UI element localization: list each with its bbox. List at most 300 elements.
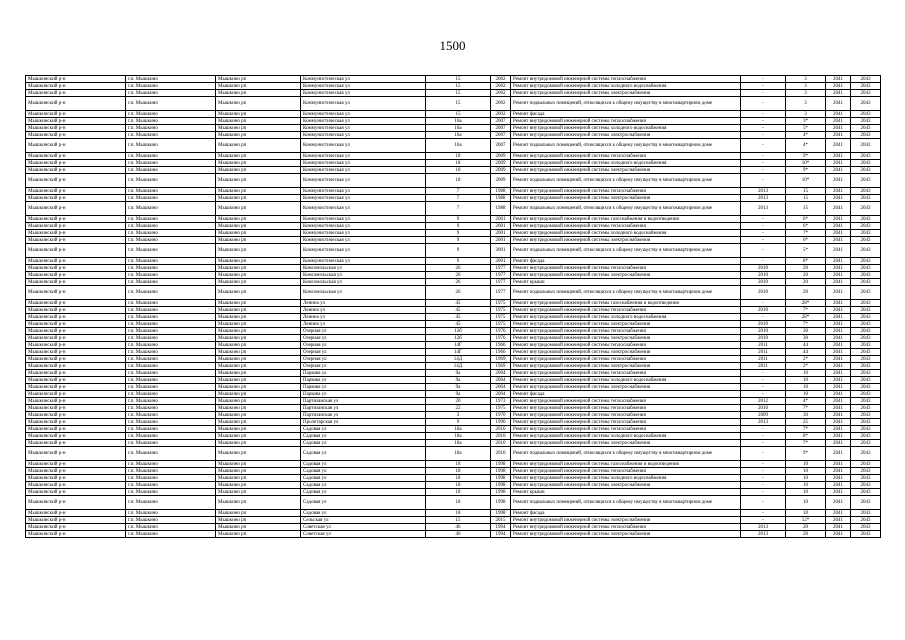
cell-street: Садовая ул — [301, 426, 426, 433]
cell-locality: Мышкино рп — [216, 118, 301, 125]
cell-street: Коммунистическая ул — [301, 118, 426, 125]
table-row — [26, 314, 881, 321]
cell-work-type: Ремонт внутридомовой инженерной системы электроснабжения — [511, 195, 741, 202]
cell-plan-end-year: 2043 — [851, 321, 881, 328]
cell-work-type: Ремонт внутридомовой инженерной системы электроснабжения — [511, 272, 741, 279]
cell-street: Коммунистическая ул — [301, 216, 426, 223]
cell-plan-end-year: 2043 — [851, 83, 881, 90]
cell-wear-percent: 10 — [786, 482, 826, 489]
cell-work-type: Ремонт внутридомовой инженерной системы теплоснабжения — [511, 118, 741, 125]
table-row — [26, 349, 881, 356]
cell-wear-percent: 20 — [786, 531, 826, 538]
table-row — [26, 335, 881, 342]
cell-build-year: 2004 — [491, 384, 511, 391]
cell-settlement: г.п. Мышкино — [126, 384, 216, 391]
cell-street: Озерная ул — [301, 342, 426, 349]
cell-house-number: 18а — [426, 440, 491, 447]
cell-street: Коммунистическая ул — [301, 237, 426, 244]
cell-street: Коммунистическая ул — [301, 76, 426, 83]
cell-plan-end-year: 2043 — [851, 90, 881, 97]
cell-locality: Мышкино рп — [216, 433, 301, 440]
cell-last-repair-year: - — [741, 482, 786, 489]
cell-last-repair-year: - — [741, 489, 786, 496]
table-row — [26, 461, 881, 468]
cell-last-repair-year: 2010 — [741, 307, 786, 314]
cell-district: Мышкинский р-н — [26, 244, 126, 258]
cell-last-repair-year: - — [741, 370, 786, 377]
table-row — [26, 440, 881, 447]
cell-plan-end-year: 2043 — [851, 76, 881, 83]
cell-street: Коммунистическая ул — [301, 83, 426, 90]
cell-street: Садовая ул — [301, 433, 426, 440]
table-row — [26, 167, 881, 174]
cell-build-year: 1988 — [491, 202, 511, 216]
cell-last-repair-year: - — [741, 433, 786, 440]
cell-locality: Мышкино рп — [216, 202, 301, 216]
cell-house-number: 18 — [426, 475, 491, 482]
cell-district: Мышкинский р-н — [26, 489, 126, 496]
cell-work-type: Ремонт внутридомовой инженерной системы теплоснабжения — [511, 265, 741, 272]
cell-settlement: г.п. Мышкино — [126, 237, 216, 244]
cell-locality: Мышкино рп — [216, 174, 301, 188]
table-row — [26, 97, 881, 111]
cell-plan-end-year: 2043 — [851, 97, 881, 111]
cell-wear-percent: 30 — [786, 412, 826, 419]
cell-plan-start-year: 2041 — [826, 139, 851, 153]
cell-district: Мышкинский р-н — [26, 314, 126, 321]
cell-district: Мышкинский р-н — [26, 426, 126, 433]
cell-house-number: 18 — [426, 461, 491, 468]
cell-wear-percent: 10 — [786, 489, 826, 496]
cell-wear-percent: 28* — [786, 314, 826, 321]
cell-plan-end-year: 2043 — [851, 230, 881, 237]
cell-plan-end-year: 2043 — [851, 356, 881, 363]
cell-district: Мышкинский р-н — [26, 300, 126, 307]
cell-work-type: Ремонт фасада — [511, 258, 741, 265]
cell-street: Коммунистическая ул — [301, 167, 426, 174]
cell-build-year: 1975 — [491, 307, 511, 314]
cell-street: Паркова ул — [301, 377, 426, 384]
cell-plan-start-year: 2041 — [826, 447, 851, 461]
cell-house-number: 15 — [426, 97, 491, 111]
cell-wear-percent: 4* — [786, 398, 826, 405]
cell-plan-end-year: 2043 — [851, 160, 881, 167]
table-row — [26, 125, 881, 132]
cell-locality: Мышкино рп — [216, 356, 301, 363]
cell-work-type: Ремонт внутридомовой инженерной системы теплоснабжения — [511, 342, 741, 349]
cell-district: Мышкинский р-н — [26, 524, 126, 531]
cell-last-repair-year: - — [741, 237, 786, 244]
table-row — [26, 398, 881, 405]
cell-work-type: Ремонт внутридомовой инженерной системы теплоснабжения — [511, 370, 741, 377]
cell-plan-end-year: 2043 — [851, 174, 881, 188]
cell-work-type: Ремонт внутридомовой инженерной системы газоснабжения и водоотведения — [511, 300, 741, 307]
cell-settlement: г.п. Мышкино — [126, 286, 216, 300]
cell-wear-percent: 6* — [786, 216, 826, 223]
cell-wear-percent: 12* — [786, 517, 826, 524]
cell-plan-start-year: 2041 — [826, 125, 851, 132]
cell-locality: Мышкино рп — [216, 258, 301, 265]
cell-street: Коммунистическая ул — [301, 223, 426, 230]
cell-plan-end-year: 2043 — [851, 265, 881, 272]
cell-wear-percent: 8* — [786, 258, 826, 265]
cell-build-year: 2002 — [491, 83, 511, 90]
cell-last-repair-year: - — [741, 377, 786, 384]
cell-plan-start-year: 2041 — [826, 202, 851, 216]
cell-wear-percent: 30 — [786, 328, 826, 335]
cell-last-repair-year: 2013 — [741, 419, 786, 426]
cell-plan-start-year: 2041 — [826, 97, 851, 111]
cell-build-year: 1969 — [491, 363, 511, 370]
cell-wear-percent: 20 — [786, 272, 826, 279]
cell-last-repair-year: 2011 — [741, 342, 786, 349]
cell-settlement: г.п. Мышкино — [126, 321, 216, 328]
cell-plan-end-year: 2043 — [851, 132, 881, 139]
cell-street: Коммунистическая ул — [301, 90, 426, 97]
cell-district: Мышкинский р-н — [26, 202, 126, 216]
cell-build-year: 1998 — [491, 496, 511, 510]
cell-last-repair-year: 2013 — [741, 202, 786, 216]
table-row — [26, 370, 881, 377]
cell-build-year: 1973 — [491, 398, 511, 405]
table-row — [26, 391, 881, 398]
cell-last-repair-year: - — [741, 510, 786, 517]
cell-locality: Мышкино рп — [216, 160, 301, 167]
cell-district: Мышкинский р-н — [26, 307, 126, 314]
cell-locality: Мышкино рп — [216, 328, 301, 335]
cell-district: Мышкинский р-н — [26, 272, 126, 279]
cell-plan-end-year: 2043 — [851, 111, 881, 118]
cell-build-year: 2002 — [491, 111, 511, 118]
cell-settlement: г.п. Мышкино — [126, 489, 216, 496]
cell-work-type: Ремонт внутридомовой инженерной системы теплоснабжения — [511, 76, 741, 83]
table-row — [26, 517, 881, 524]
cell-house-number: 18 — [426, 167, 491, 174]
cell-locality: Мышкино рп — [216, 195, 301, 202]
cell-district: Мышкинский р-н — [26, 468, 126, 475]
cell-plan-end-year: 2043 — [851, 517, 881, 524]
cell-work-type: Ремонт внутридомовой инженерной системы электроснабжения — [511, 237, 741, 244]
cell-last-repair-year: - — [741, 230, 786, 237]
cell-wear-percent: 10 — [786, 370, 826, 377]
cell-street: Ленина ул — [301, 314, 426, 321]
cell-street: Пролетарская ул — [301, 419, 426, 426]
cell-house-number: 9а — [426, 370, 491, 377]
cell-locality: Мышкино рп — [216, 524, 301, 531]
cell-settlement: г.п. Мышкино — [126, 139, 216, 153]
cell-locality: Мышкино рп — [216, 216, 301, 223]
table-row — [26, 419, 881, 426]
cell-district: Мышкинский р-н — [26, 405, 126, 412]
cell-house-number: 46 — [426, 524, 491, 531]
cell-work-type: Ремонт подвальных помещений, относящихся к общему имуществу в многоквартирном доме — [511, 139, 741, 153]
cell-build-year: 1988 — [491, 188, 511, 195]
cell-work-type: Ремонт внутридомовой инженерной системы электроснабжения — [511, 531, 741, 538]
cell-build-year: 1975 — [491, 314, 511, 321]
table-body — [26, 76, 881, 538]
cell-district: Мышкинский р-н — [26, 447, 126, 461]
cell-locality: Мышкино рп — [216, 76, 301, 83]
cell-plan-end-year: 2043 — [851, 279, 881, 286]
table-row — [26, 384, 881, 391]
table-row — [26, 111, 881, 118]
cell-plan-start-year: 2041 — [826, 132, 851, 139]
cell-locality: Мышкино рп — [216, 244, 301, 258]
cell-plan-end-year: 2043 — [851, 195, 881, 202]
cell-wear-percent: 9* — [786, 447, 826, 461]
cell-plan-start-year: 2041 — [826, 230, 851, 237]
cell-settlement: г.п. Мышкино — [126, 391, 216, 398]
cell-house-number: 9 — [426, 258, 491, 265]
cell-house-number: 18а — [426, 433, 491, 440]
cell-build-year: 2001 — [491, 244, 511, 258]
cell-plan-end-year: 2043 — [851, 377, 881, 384]
table-row — [26, 279, 881, 286]
cell-house-number: 18а — [426, 447, 491, 461]
cell-last-repair-year: - — [741, 496, 786, 510]
cell-plan-start-year: 2041 — [826, 370, 851, 377]
cell-street: Коммунистическая ул — [301, 111, 426, 118]
cell-plan-start-year: 2041 — [826, 335, 851, 342]
cell-plan-end-year: 2043 — [851, 419, 881, 426]
cell-wear-percent: 3 — [786, 83, 826, 90]
cell-wear-percent: 10 — [786, 468, 826, 475]
cell-plan-end-year: 2043 — [851, 349, 881, 356]
cell-last-repair-year: 2010 — [741, 335, 786, 342]
cell-plan-start-year: 2041 — [826, 76, 851, 83]
table-row — [26, 272, 881, 279]
cell-house-number: 7 — [426, 188, 491, 195]
cell-last-repair-year: 2011 — [741, 363, 786, 370]
cell-plan-start-year: 2041 — [826, 482, 851, 489]
cell-build-year: 2009 — [491, 153, 511, 160]
cell-settlement: г.п. Мышкино — [126, 433, 216, 440]
cell-build-year: 1977 — [491, 272, 511, 279]
cell-plan-end-year: 2043 — [851, 258, 881, 265]
cell-wear-percent: 10* — [786, 174, 826, 188]
cell-work-type: Ремонт внутридомовой инженерной системы теплоснабжения — [511, 188, 741, 195]
table-row — [26, 286, 881, 300]
cell-wear-percent: 28* — [786, 300, 826, 307]
table-row — [26, 76, 881, 83]
cell-district: Мышкинский р-н — [26, 237, 126, 244]
cell-district: Мышкинский р-н — [26, 258, 126, 265]
cell-house-number: 9а — [426, 377, 491, 384]
cell-plan-end-year: 2043 — [851, 286, 881, 300]
cell-street: Партизанская ул — [301, 405, 426, 412]
cell-work-type: Ремонт внутридомовой инженерной системы электроснабжения — [511, 363, 741, 370]
cell-wear-percent: 30 — [786, 335, 826, 342]
table-row — [26, 307, 881, 314]
cell-plan-start-year: 2041 — [826, 223, 851, 230]
cell-plan-end-year: 2043 — [851, 398, 881, 405]
cell-build-year: 2009 — [491, 167, 511, 174]
cell-district: Мышкинский р-н — [26, 230, 126, 237]
cell-district: Мышкинский р-н — [26, 160, 126, 167]
cell-house-number: 3 — [426, 412, 491, 419]
cell-wear-percent: 3 — [786, 111, 826, 118]
table-row — [26, 223, 881, 230]
cell-plan-start-year: 2041 — [826, 468, 851, 475]
cell-work-type: Ремонт крыши — [511, 279, 741, 286]
cell-build-year: 1975 — [491, 300, 511, 307]
cell-plan-start-year: 2041 — [826, 321, 851, 328]
table-row — [26, 230, 881, 237]
cell-work-type: Ремонт внутридомовой инженерной системы электроснабжения — [511, 321, 741, 328]
cell-house-number: 18 — [426, 153, 491, 160]
table-row — [26, 342, 881, 349]
cell-last-repair-year: 2013 — [741, 188, 786, 195]
cell-wear-percent: 9* — [786, 167, 826, 174]
cell-build-year: 1975 — [491, 405, 511, 412]
cell-settlement: г.п. Мышкино — [126, 244, 216, 258]
cell-street: Ленина ул — [301, 307, 426, 314]
cell-locality: Мышкино рп — [216, 230, 301, 237]
cell-settlement: г.п. Мышкино — [126, 160, 216, 167]
cell-house-number: 18 — [426, 496, 491, 510]
cell-locality: Мышкино рп — [216, 307, 301, 314]
cell-build-year: 2004 — [491, 370, 511, 377]
cell-build-year: 1966 — [491, 342, 511, 349]
cell-last-repair-year: 2012 — [741, 398, 786, 405]
cell-settlement: г.п. Мышкино — [126, 342, 216, 349]
cell-build-year: 1994 — [491, 524, 511, 531]
cell-work-type: Ремонт внутридомовой инженерной системы электроснабжения — [511, 90, 741, 97]
cell-settlement: г.п. Мышкино — [126, 335, 216, 342]
cell-district: Мышкинский р-н — [26, 90, 126, 97]
cell-district: Мышкинский р-н — [26, 384, 126, 391]
cell-last-repair-year: - — [741, 153, 786, 160]
cell-last-repair-year: 2011 — [741, 356, 786, 363]
cell-last-repair-year: - — [741, 384, 786, 391]
cell-street: Озерная ул — [301, 335, 426, 342]
cell-work-type: Ремонт фасада — [511, 391, 741, 398]
cell-district: Мышкинский р-н — [26, 412, 126, 419]
cell-build-year: 2010 — [491, 433, 511, 440]
table-row — [26, 468, 881, 475]
cell-wear-percent: 10 — [786, 384, 826, 391]
cell-work-type: Ремонт внутридомовой инженерной системы теплоснабжения — [511, 356, 741, 363]
cell-district: Мышкинский р-н — [26, 328, 126, 335]
cell-settlement: г.п. Мышкино — [126, 461, 216, 468]
cell-wear-percent: 20 — [786, 279, 826, 286]
cell-wear-percent: 2* — [786, 363, 826, 370]
cell-house-number: 18 — [426, 482, 491, 489]
cell-work-type: Ремонт внутридомовой инженерной системы холодного водоснабжения — [511, 83, 741, 90]
cell-build-year: 1976 — [491, 335, 511, 342]
table-row — [26, 174, 881, 188]
table-row — [26, 216, 881, 223]
cell-plan-end-year: 2043 — [851, 335, 881, 342]
cell-plan-start-year: 2041 — [826, 496, 851, 510]
cell-settlement: г.п. Мышкино — [126, 349, 216, 356]
cell-plan-end-year: 2043 — [851, 125, 881, 132]
cell-plan-start-year: 2041 — [826, 237, 851, 244]
cell-build-year: 1977 — [491, 286, 511, 300]
cell-house-number: 14Г — [426, 342, 491, 349]
table-row — [26, 132, 881, 139]
cell-house-number: 9а — [426, 384, 491, 391]
cell-last-repair-year: - — [741, 132, 786, 139]
cell-locality: Мышкино рп — [216, 132, 301, 139]
cell-house-number: 16а — [426, 132, 491, 139]
cell-district: Мышкинский р-н — [26, 391, 126, 398]
cell-street: Садовая ул — [301, 489, 426, 496]
cell-build-year: 1994 — [491, 531, 511, 538]
cell-street: Садовая ул — [301, 496, 426, 510]
cell-district: Мышкинский р-н — [26, 363, 126, 370]
cell-street: Ленина ул — [301, 300, 426, 307]
cell-build-year: 1998 — [491, 461, 511, 468]
cell-last-repair-year: - — [741, 90, 786, 97]
table-row — [26, 377, 881, 384]
cell-plan-start-year: 2041 — [826, 377, 851, 384]
cell-work-type: Ремонт фасада — [511, 510, 741, 517]
cell-plan-start-year: 2041 — [826, 433, 851, 440]
cell-plan-end-year: 2043 — [851, 153, 881, 160]
cell-last-repair-year: 2010 — [741, 328, 786, 335]
cell-street: Садовая ул — [301, 461, 426, 468]
cell-plan-end-year: 2043 — [851, 461, 881, 468]
cell-house-number: 9 — [426, 237, 491, 244]
cell-last-repair-year: 2013 — [741, 195, 786, 202]
cell-locality: Мышкино рп — [216, 167, 301, 174]
cell-settlement: г.п. Мышкино — [126, 167, 216, 174]
cell-last-repair-year: - — [741, 97, 786, 111]
table-row — [26, 447, 881, 461]
cell-work-type: Ремонт подвальных помещений, относящихся к общему имуществу в многоквартирном доме — [511, 286, 741, 300]
cell-locality: Мышкино рп — [216, 300, 301, 307]
cell-house-number: 14Г — [426, 349, 491, 356]
cell-plan-end-year: 2043 — [851, 328, 881, 335]
cell-settlement: г.п. Мышкино — [126, 83, 216, 90]
cell-work-type: Ремонт внутридомовой инженерной системы теплоснабжения — [511, 223, 741, 230]
cell-settlement: г.п. Мышкино — [126, 482, 216, 489]
cell-plan-start-year: 2041 — [826, 83, 851, 90]
cell-settlement: г.п. Мышкино — [126, 174, 216, 188]
cell-wear-percent: 4* — [786, 139, 826, 153]
cell-settlement: г.п. Мышкино — [126, 258, 216, 265]
cell-locality: Мышкино рп — [216, 377, 301, 384]
cell-wear-percent: 7* — [786, 440, 826, 447]
cell-locality: Мышкино рп — [216, 426, 301, 433]
cell-work-type: Ремонт внутридомовой инженерной системы электроснабжения — [511, 384, 741, 391]
cell-last-repair-year: - — [741, 468, 786, 475]
cell-build-year: 2007 — [491, 132, 511, 139]
cell-locality: Мышкино рп — [216, 370, 301, 377]
page-number: 1500 — [439, 38, 466, 53]
cell-wear-percent: 15 — [786, 195, 826, 202]
cell-wear-percent: 44 — [786, 349, 826, 356]
cell-plan-end-year: 2043 — [851, 405, 881, 412]
cell-work-type: Ремонт внутридомовой инженерной системы теплоснабжения — [511, 328, 741, 335]
cell-house-number: 18 — [426, 510, 491, 517]
cell-plan-start-year: 2041 — [826, 524, 851, 531]
cell-last-repair-year: 2009 — [741, 412, 786, 419]
cell-plan-start-year: 2041 — [826, 307, 851, 314]
cell-work-type: Ремонт внутридомовой инженерной системы теплоснабжения — [511, 412, 741, 419]
cell-district: Мышкинский р-н — [26, 83, 126, 90]
cell-house-number: 14Д — [426, 356, 491, 363]
cell-plan-end-year: 2043 — [851, 300, 881, 307]
cell-street: Комсомольская ул — [301, 265, 426, 272]
cell-locality: Мышкино рп — [216, 440, 301, 447]
cell-house-number: 45 — [426, 307, 491, 314]
cell-house-number: 45 — [426, 300, 491, 307]
cell-street: Коммунистическая ул — [301, 132, 426, 139]
cell-settlement: г.п. Мышкино — [126, 223, 216, 230]
cell-street: Паркова ул — [301, 384, 426, 391]
